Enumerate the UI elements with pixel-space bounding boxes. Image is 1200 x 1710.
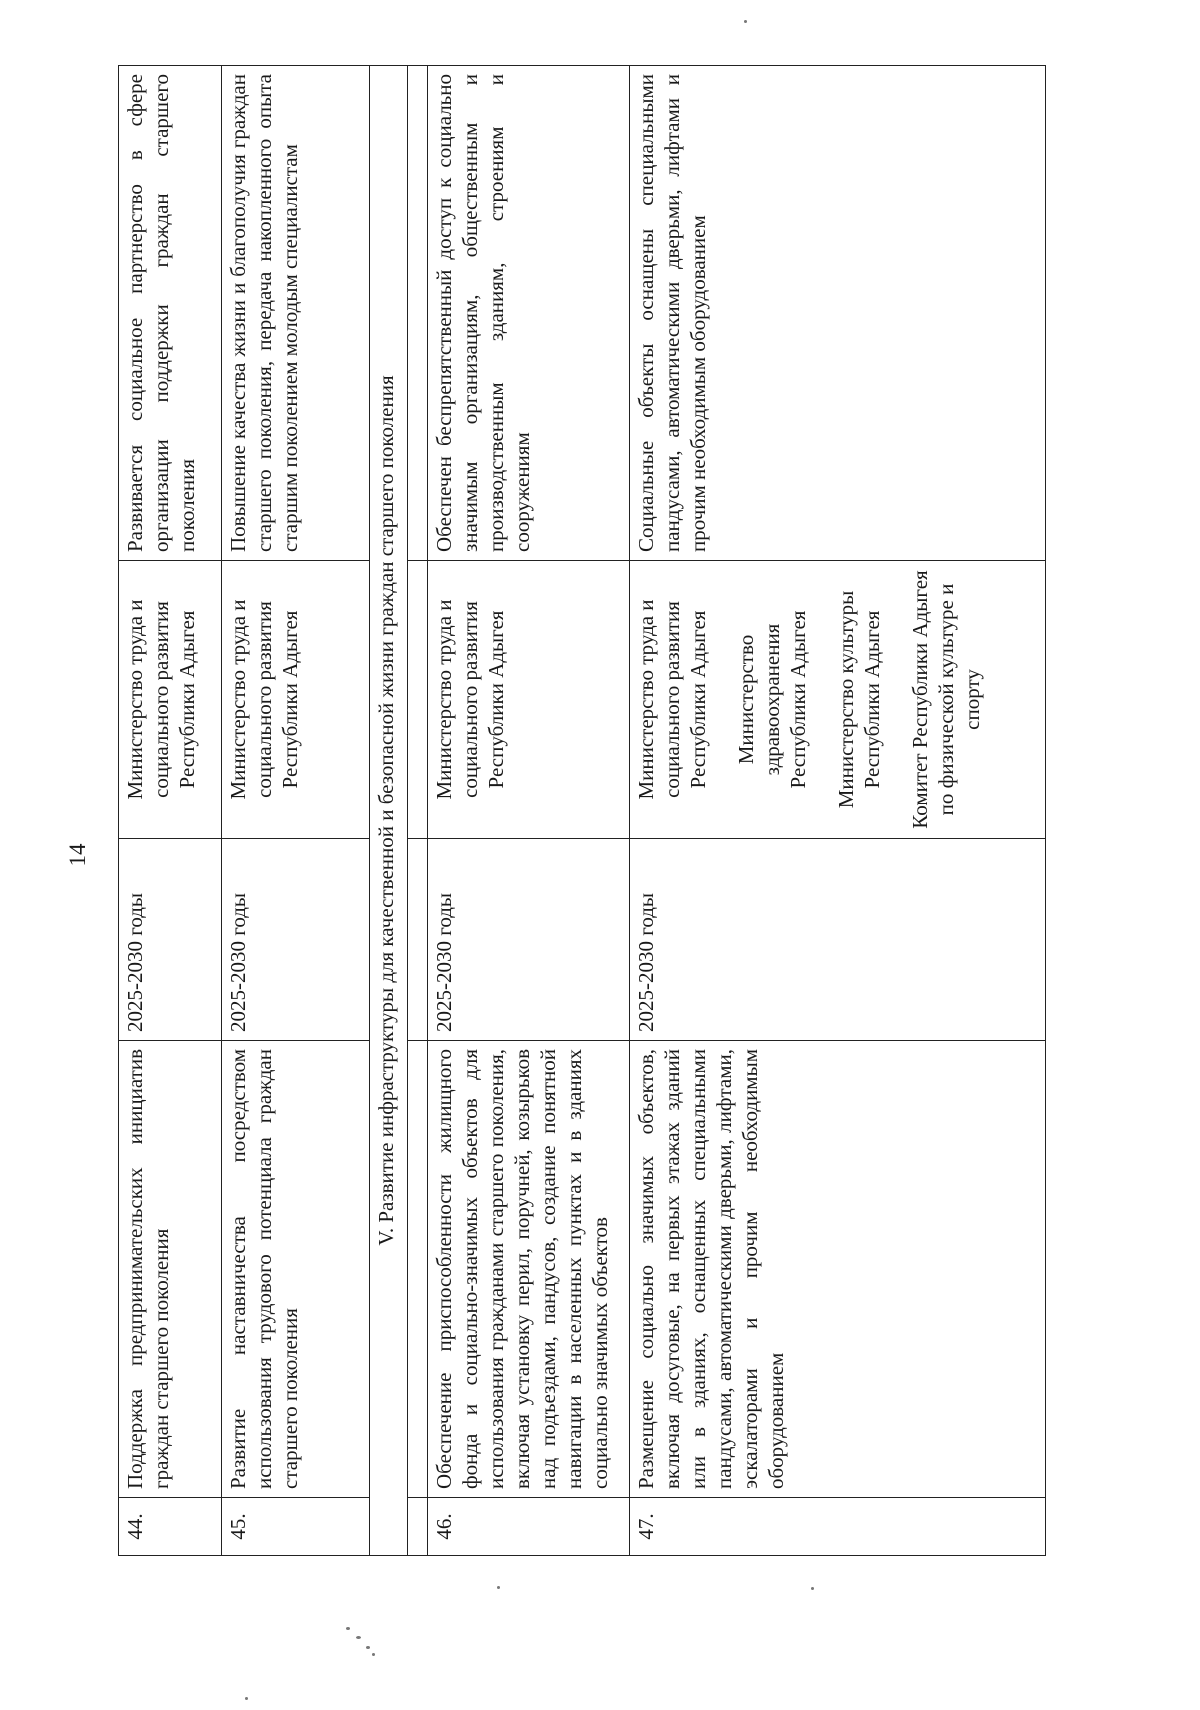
scan-speck (744, 20, 747, 23)
scan-speck (811, 1587, 814, 1590)
executor-name: Комитет Республики Адыгея по физической культуре и спорту (908, 570, 985, 829)
period-cell: 2025-2030 годы (222, 839, 370, 1041)
activity-cell: Обеспечение приспособленности жилищного фонда и социально-значимых объектов для использования гражданами старшего поколения, включая установку перил, поручней, козырьков над подъездами, пандусов, создание понятной навигации в населенных пунктах и в зданиях социально значимых объектов (428, 1041, 630, 1498)
scan-speck (366, 1646, 370, 1649)
result-cell: Повышение качества жизни и благополучия граждан старшего поколения, передача накопленного опыта старшим поколением молодым специалистам (222, 66, 370, 561)
separator-cell (408, 561, 428, 839)
result-cell: Обеспечен беспрепятственный доступ к социально значимым организациям, общественным и производственным зданиям, строениям и сооружениям (428, 66, 630, 561)
section-header-row (370, 66, 408, 1556)
executor-cell (119, 561, 222, 839)
executor-cell (222, 561, 370, 839)
result-cell: Развивается социальное партнерство в сфере организации поддержки граждан старшего поколения (119, 66, 222, 561)
scan-speck (497, 1586, 500, 1589)
row-number: 47. (630, 1498, 1046, 1556)
scan-speck (372, 1653, 375, 1656)
separator-cell (408, 1041, 428, 1498)
separator-cell (408, 1498, 428, 1556)
activity-cell: Размещение социально значимых объектов, включая досуговые, на первых этажах зданий или в зданиях, оснащенных специальными пандусами, автоматическими дверьми, лифтами, эскалаторами и прочим необходимым оборудованием (630, 1041, 1046, 1498)
executor-cell (630, 561, 1046, 839)
executor-name: Министерство труда и социального развития Республики Адыгея (226, 599, 303, 800)
page-number: 14 (65, 843, 90, 867)
activity-cell: Поддержка предпринимательских инициатив граждан старшего поколения (119, 1041, 222, 1498)
scan-speck (346, 1627, 350, 1630)
table-separator-row (408, 66, 428, 1556)
row-number: 46. (428, 1498, 630, 1556)
result-cell: Социальные объекты оснащены специальными пандусами, автоматическими дверьми, лифтами и прочим необходимым оборудованием (630, 66, 1046, 561)
activity-plan-table (118, 65, 1046, 1556)
scan-speck (245, 1697, 248, 1700)
scan-speck (356, 1636, 361, 1639)
section-title: V. Развитие инфраструктуры для качественной и безопасной жизни граждан старшего поколения (370, 66, 408, 1556)
executor-name: Министерство труда и социального развития Республики Адыгея (634, 599, 711, 800)
executor-cell (428, 561, 630, 839)
rotated-page-content (118, 66, 1046, 1556)
activity-cell: Развитие наставничества посредством использования трудового потенциала граждан старшего поколения (222, 1041, 370, 1498)
table-row (222, 66, 370, 1556)
row-number: 44. (119, 1498, 222, 1556)
executor-name: Министерство здравоохранения Республики Адыгея (734, 610, 811, 789)
table-row (428, 66, 630, 1556)
separator-cell (408, 66, 428, 561)
row-number: 45. (222, 1498, 370, 1556)
table-row (119, 66, 222, 1556)
executor-name: Министерство труда и социального развития Республики Адыгея (123, 599, 200, 800)
period-cell: 2025-2030 годы (428, 839, 630, 1041)
period-cell: 2025-2030 годы (630, 839, 1046, 1041)
executor-name: Министерство труда и социального развития Республики Адыгея (432, 599, 509, 800)
separator-cell (408, 839, 428, 1041)
table-row (630, 66, 1046, 1556)
executor-name: Министерство культуры Республики Адыгея (834, 590, 885, 809)
period-cell: 2025-2030 годы (119, 839, 222, 1041)
